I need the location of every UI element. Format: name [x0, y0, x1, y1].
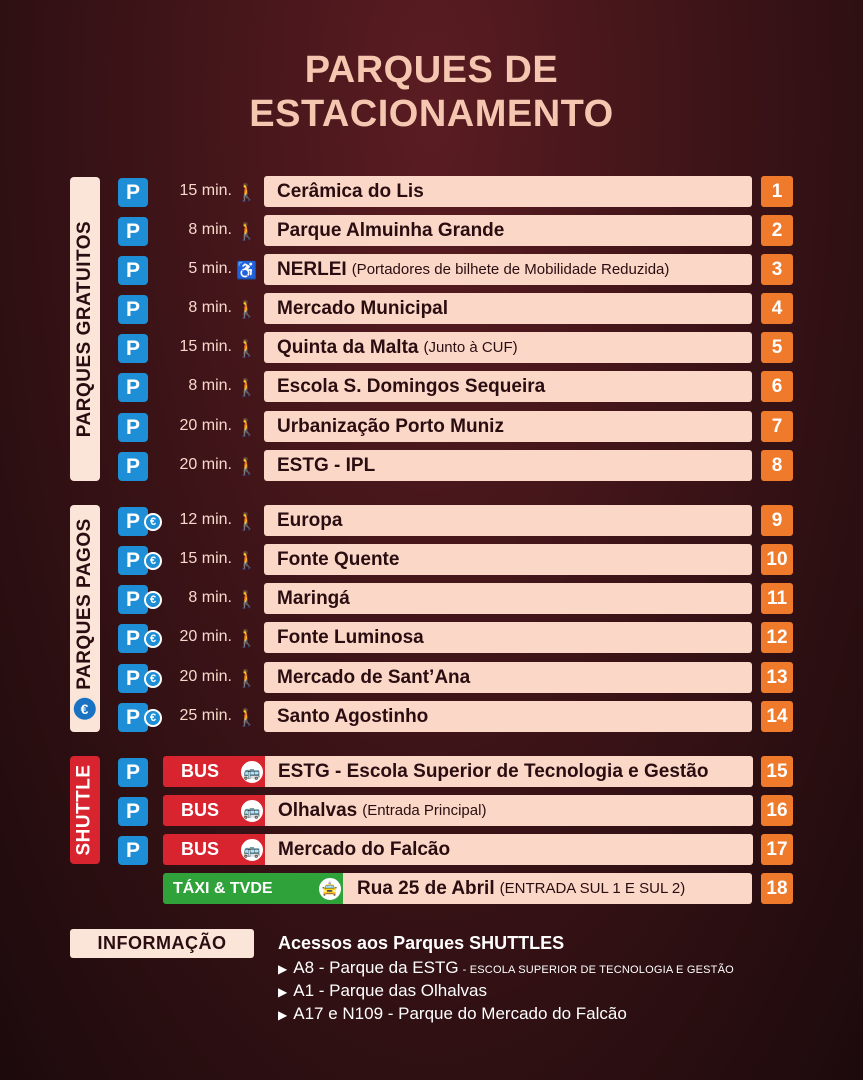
list-item — [0, 873, 863, 905]
list-item — [0, 756, 863, 788]
list-item — [0, 411, 863, 443]
park-name: Santo Agostinho — [277, 705, 429, 727]
bus-tag: BUS — [163, 795, 265, 826]
section-label-paid-text: PARQUES PAGOS — [74, 517, 96, 690]
list-item — [0, 834, 863, 866]
park-number: 5 — [761, 332, 793, 363]
list-item — [0, 622, 863, 654]
triangle-icon: ▶ — [278, 1008, 288, 1022]
parking-icon: P — [118, 334, 148, 363]
walk-time: 8 min. — [188, 377, 232, 394]
walk-icon: 🚶 — [236, 669, 258, 688]
list-item — [0, 450, 863, 482]
shuttle-name: Olhalvas — [278, 799, 358, 821]
info-line-text: A17 e N109 - Parque do Mercado do Falcão — [293, 1004, 627, 1023]
parking-icon: P — [118, 546, 148, 575]
park-number: 10 — [761, 544, 793, 575]
park-name-bar — [264, 662, 752, 693]
parking-icon: P — [118, 452, 148, 481]
park-name: Parque Almuinha Grande — [277, 219, 505, 241]
page-title — [0, 48, 863, 136]
park-name: Fonte Luminosa — [277, 626, 424, 648]
info-line-text: A1 - Parque das Olhalvas — [293, 981, 487, 1000]
parking-icon: P — [118, 624, 148, 653]
walk-icon: 🚶 — [236, 708, 258, 727]
walk-icon: 🚶 — [236, 418, 258, 437]
list-item — [0, 332, 863, 364]
shuttle-note: (Entrada Principal) — [362, 802, 487, 819]
list-item — [0, 293, 863, 325]
walk-time: 20 min. — [179, 668, 232, 685]
info-line — [278, 981, 487, 1001]
parking-icon: P — [118, 797, 148, 826]
park-number: 13 — [761, 662, 793, 693]
list-item — [0, 215, 863, 247]
walk-icon: 🚶 — [236, 590, 258, 609]
walk-time: 8 min. — [188, 221, 232, 238]
park-name: ESTG - IPL — [277, 454, 376, 476]
euro-icon: € — [144, 630, 162, 648]
walk-time: 5 min. — [188, 260, 232, 277]
walk-icon: 🚶 — [236, 457, 258, 476]
bus-tag: BUS — [163, 834, 265, 865]
taxi-name: Rua 25 de Abril — [357, 877, 495, 899]
park-number: 8 — [761, 450, 793, 481]
walk-icon: 🚶 — [236, 300, 258, 319]
walk-time: 15 min. — [179, 338, 232, 355]
list-item — [0, 701, 863, 733]
park-number: 11 — [761, 583, 793, 614]
list-item — [0, 176, 863, 208]
taxi-name-bar — [343, 873, 752, 904]
park-number: 1 — [761, 176, 793, 207]
parking-icon: P — [118, 507, 148, 536]
park-number: 12 — [761, 622, 793, 653]
parking-icon: P — [118, 703, 148, 732]
info-label: INFORMAÇÃO — [70, 929, 254, 958]
list-item — [0, 795, 863, 827]
euro-icon: € — [144, 591, 162, 609]
park-name: Europa — [277, 509, 343, 531]
park-name: Quinta da Malta — [277, 336, 419, 358]
walk-icon: 🚶 — [236, 183, 258, 202]
park-name-bar — [264, 176, 752, 207]
park-name: Maringá — [277, 587, 350, 609]
section-label-free-text: PARQUES GRATUITOS — [74, 220, 95, 438]
shuttle-name: ESTG - Escola Superior de Tecnologia e Gestão — [278, 760, 709, 782]
taxi-tag: TÁXI & TVDE — [163, 873, 343, 904]
parking-icon: P — [118, 373, 148, 402]
park-number: 2 — [761, 215, 793, 246]
park-name-bar — [264, 544, 752, 575]
bus-icon: 🚌 — [239, 798, 265, 824]
parking-icon: P — [118, 836, 148, 865]
walk-time: 20 min. — [179, 628, 232, 645]
walk-time: 20 min. — [179, 417, 232, 434]
park-number: 9 — [761, 505, 793, 536]
park-name-bar — [264, 450, 752, 481]
info-heading: Acessos aos Parques SHUTTLES — [278, 933, 565, 953]
park-note: (Junto à CUF) — [423, 339, 518, 356]
park-name-bar — [264, 215, 752, 246]
list-item — [0, 583, 863, 615]
park-number: 3 — [761, 254, 793, 285]
list-item — [0, 662, 863, 694]
park-name: Fonte Quente — [277, 548, 400, 570]
park-name-bar — [264, 701, 752, 732]
taxi-note: (ENTRADA SUL 1 E SUL 2) — [499, 880, 686, 897]
park-number: 16 — [761, 795, 793, 826]
parking-icon: P — [118, 217, 148, 246]
parking-icon: P — [118, 256, 148, 285]
parking-icon: P — [118, 178, 148, 207]
walk-time: 8 min. — [188, 299, 232, 316]
park-name: Escola S. Domingos Sequeira — [277, 375, 546, 397]
bus-icon: 🚌 — [239, 837, 265, 863]
walk-icon: 🚶 — [236, 629, 258, 648]
walk-icon: 🚶 — [236, 378, 258, 397]
walk-icon: 🚶 — [236, 551, 258, 570]
parking-icon: P — [118, 664, 148, 693]
bus-icon: 🚌 — [239, 759, 265, 785]
parking-icon: P — [118, 413, 148, 442]
list-item — [0, 505, 863, 537]
title-line-2: ESTACIONAMENTO — [249, 93, 614, 135]
bus-tag: BUS — [163, 756, 265, 787]
section-label-paid — [70, 505, 100, 732]
walk-time: 25 min. — [179, 707, 232, 724]
park-name-bar — [264, 293, 752, 324]
park-name-bar — [264, 622, 752, 653]
triangle-icon: ▶ — [278, 962, 288, 976]
parking-icon: P — [118, 295, 148, 324]
euro-icon: € — [144, 552, 162, 570]
park-note: (Portadores de bilhete de Mobilidade Reduzida) — [351, 261, 670, 278]
walk-time: 12 min. — [179, 511, 232, 528]
shuttle-name-bar — [265, 834, 753, 865]
walk-icon: 🚶 — [236, 512, 258, 531]
park-number: 18 — [761, 873, 793, 904]
walk-time: 20 min. — [179, 456, 232, 473]
euro-icon: € — [144, 513, 162, 531]
list-item — [0, 371, 863, 403]
walk-icon: 🚶 — [236, 339, 258, 358]
euro-icon: € — [144, 670, 162, 688]
wheelchair-icon: ♿ — [236, 261, 258, 280]
park-number: 6 — [761, 371, 793, 402]
park-number: 14 — [761, 701, 793, 732]
list-item — [0, 544, 863, 576]
info-line-text: A8 - Parque da ESTG — [293, 958, 459, 977]
taxi-icon: 🚖 — [317, 876, 343, 902]
triangle-icon: ▶ — [278, 985, 288, 999]
park-name: Cerâmica do Lis — [277, 180, 424, 202]
park-name-bar — [264, 254, 752, 285]
walk-time: 8 min. — [188, 589, 232, 606]
park-name: NERLEI — [277, 258, 347, 280]
euro-icon: € — [144, 709, 162, 727]
park-name-bar — [264, 411, 752, 442]
shuttle-name-bar — [265, 795, 753, 826]
park-number: 4 — [761, 293, 793, 324]
walk-time: 15 min. — [179, 182, 232, 199]
park-name: Urbanização Porto Muniz — [277, 415, 504, 437]
info-line-small: - ESCOLA SUPERIOR DE TECNOLOGIA E GESTÃO — [462, 964, 734, 976]
shuttle-name: Mercado do Falcão — [278, 838, 451, 860]
shuttle-name-bar — [265, 756, 753, 787]
euro-icon: € — [74, 697, 96, 719]
park-name: Mercado de Sant’Ana — [277, 666, 471, 688]
park-name: Mercado Municipal — [277, 297, 449, 319]
park-number: 17 — [761, 834, 793, 865]
walk-icon: 🚶 — [236, 222, 258, 241]
park-name-bar — [264, 371, 752, 402]
list-item — [0, 254, 863, 286]
park-name-bar — [264, 583, 752, 614]
section-label-shuttle-text: SHUTTLE — [74, 764, 96, 856]
info-line — [278, 1004, 627, 1024]
walk-time: 15 min. — [179, 550, 232, 567]
info-line — [278, 958, 734, 978]
title-line-1: PARQUES DE — [304, 49, 559, 91]
parking-icon: P — [118, 758, 148, 787]
park-number: 15 — [761, 756, 793, 787]
park-name-bar — [264, 332, 752, 363]
park-number: 7 — [761, 411, 793, 442]
park-name-bar — [264, 505, 752, 536]
parking-icon: P — [118, 585, 148, 614]
